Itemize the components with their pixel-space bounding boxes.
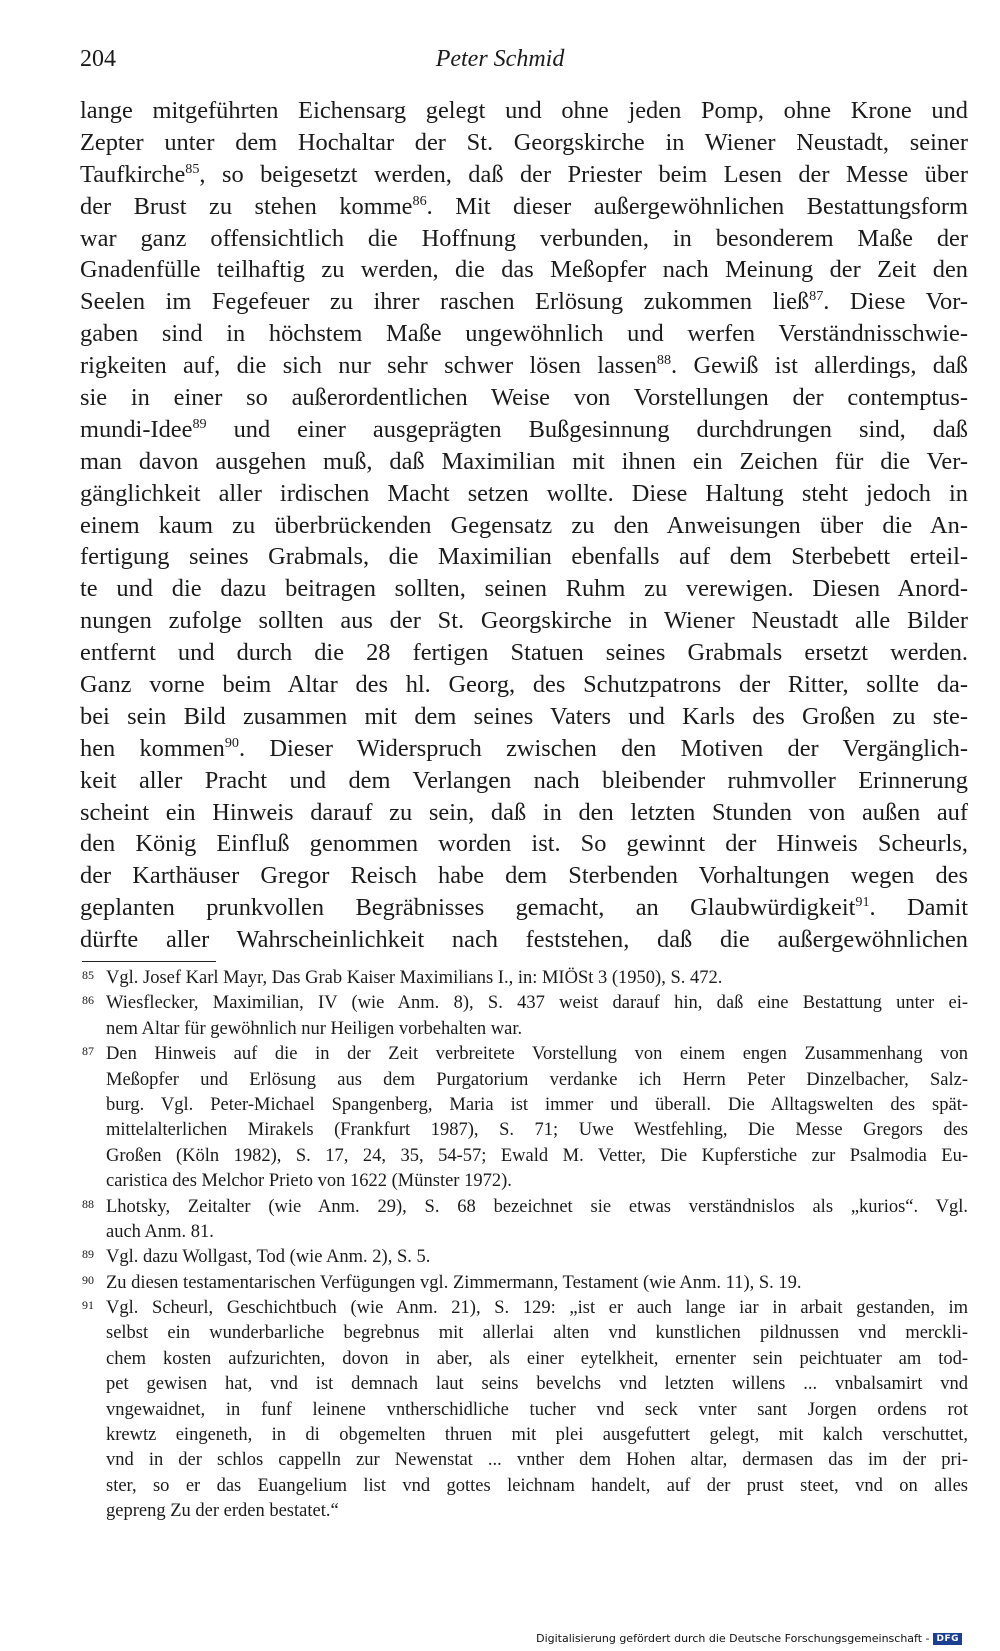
text-segment: . Damit bbox=[869, 894, 968, 922]
text-line bbox=[80, 223, 968, 255]
text-segment: scheint ein Hinweis darauf zu sein, daß in den letzten Stunden von außen auf bbox=[80, 798, 968, 826]
footnote-rule bbox=[82, 961, 216, 962]
text-segment: nungen zufolge sollten aus der St. Georgskirche in Wiener Neustadt alle Bilder bbox=[80, 607, 968, 635]
text-line bbox=[80, 478, 968, 510]
footnote-ref: 89 bbox=[192, 416, 207, 433]
text-segment: Zepter unter dem Hochaltar der St. Georgskirche in Wiener Neustadt, seiner bbox=[80, 128, 968, 156]
text-line bbox=[80, 95, 968, 127]
footnote bbox=[82, 1271, 968, 1296]
dfg-logo: DFG bbox=[933, 1633, 962, 1645]
footnote-line: Wiesflecker, Maximilian, IV (wie Anm. 8), S. 437 weist darauf hin, daß eine Bestattung unter ei- bbox=[106, 993, 968, 1014]
text-line bbox=[80, 510, 968, 542]
text-segment: te und die dazu beitragen sollten, seinen Ruhm zu verewigen. Diesen Anord- bbox=[80, 575, 968, 603]
text-line bbox=[80, 860, 968, 892]
footnote-line: vngewaidnet, in funf leinene vntherschidliche tucher vnd seck vnter sant Jorgen ordens rot bbox=[106, 1399, 968, 1420]
footnote bbox=[82, 1296, 968, 1525]
text-segment: Seelen im Fegefeuer zu ihrer raschen Erlösung zukommen ließ bbox=[80, 288, 810, 316]
text-segment: , so beigesetzt werden, daß der Priester beim Lesen der Messe über bbox=[199, 160, 968, 188]
footnote-line: pet gewisen hat, vnd ist demnach laut seins bevelchs vnd letzten willens ... vnbalsamirt vnd bbox=[106, 1374, 968, 1395]
text-line bbox=[80, 318, 968, 350]
footnote-line: chem kosten aufzurichten, dovon in aber, als einer eytelkheit, ernenter sein peichtuater am tod- bbox=[106, 1348, 968, 1369]
footnote-line: Den Hinweis auf die in der Zeit verbreitete Vorstellung von einem engen Zusammenhang von bbox=[106, 1044, 968, 1065]
text-line bbox=[80, 892, 968, 924]
footnote-line: mittelalterlichen Mirakels (Frankfurt 1987), S. 71; Uwe Westfehling, Die Messe Gregors des bbox=[106, 1120, 968, 1141]
text-segment: dürfte aller Wahrscheinlichkeit nach feststehen, daß die außergewöhnlichen bbox=[80, 926, 968, 954]
text-segment: gaben sind in höchstem Maße ungewöhnlich und werfen Verständnisschwie- bbox=[80, 320, 968, 348]
text-segment: entfernt und durch die 28 fertigen Statuen seines Grabmals ersetzt werden. bbox=[80, 639, 968, 667]
text-segment: sie in einer so außerordentlichen Weise von Vorstellungen der contemptus- bbox=[80, 384, 968, 412]
text-segment: bei sein Bild zusammen mit dem seines Vaters und Karls des Großen zu ste- bbox=[80, 702, 968, 730]
text-line bbox=[80, 382, 968, 414]
footnote-ref: 86 bbox=[412, 192, 427, 209]
footnote-ref: 85 bbox=[185, 161, 200, 178]
text-line bbox=[80, 605, 968, 637]
footnote-number: 86 bbox=[82, 993, 94, 1008]
text-segment: den König Einfluß genommen worden ist. So gewinnt der Hinweis Scheurls, bbox=[80, 830, 968, 858]
footnote-line: Lhotsky, Zeitalter (wie Anm. 29), S. 68 bezeichnet sie etwas verständnislos als „kurios“. Vgl. bbox=[106, 1196, 968, 1217]
footnote bbox=[82, 1042, 968, 1194]
text-line bbox=[80, 350, 968, 382]
footnote-number: 91 bbox=[82, 1298, 94, 1313]
footnote bbox=[82, 991, 968, 1042]
footnote-ref: 90 bbox=[224, 735, 239, 752]
text-segment: fertigung seines Grabmals, die Maximilian ebenfalls auf dem Sterbebett erteil- bbox=[80, 543, 968, 571]
text-segment: der Brust zu stehen komme bbox=[80, 192, 413, 220]
text-line bbox=[80, 446, 968, 478]
footnote-number: 90 bbox=[82, 1272, 94, 1287]
text-line bbox=[80, 541, 968, 573]
running-head: Peter Schmid bbox=[435, 46, 565, 72]
text-segment: . Diese Vor- bbox=[823, 288, 968, 316]
text-segment: gänglichkeit aller irdischen Macht setzen wollte. Diese Haltung steht jedoch in bbox=[80, 479, 968, 507]
text-segment: und einer ausgeprägten Bußgesinnung durchdrungen sind, daß bbox=[206, 415, 968, 443]
footnote-line: caristica des Melchor Prieto von 1622 (Münster 1972). bbox=[106, 1171, 512, 1192]
text-line bbox=[80, 191, 968, 223]
footnote-ref: 88 bbox=[656, 352, 672, 369]
footer-credit-text: Digitalisierung gefördert durch die Deutsche Forschungsgemeinschaft - bbox=[536, 1632, 930, 1645]
text-segment: Taufkirche bbox=[80, 160, 186, 188]
text-segment: hen kommen bbox=[80, 734, 225, 762]
text-line bbox=[80, 701, 968, 733]
footnote-number: 85 bbox=[82, 968, 94, 982]
text-segment: Ganz vorne beim Altar des hl. Georg, des Schutzpatrons der Ritter, sollte da- bbox=[80, 671, 968, 699]
text-segment: Gnadenfülle teilhaftig zu werden, die das Meßopfer nach Meinung der Zeit den bbox=[80, 256, 968, 284]
text-line bbox=[80, 286, 968, 318]
text-line bbox=[80, 765, 968, 797]
footnote-line: ster, so er das Euangelium list vnd gottes leichnam handelt, auf der prust steet, vnd on alles bbox=[106, 1475, 968, 1496]
footnote-line: Großen (Köln 1982), S. 17, 24, 35, 54-57; Ewald M. Vetter, Die Kupferstiche zur Psalmodia Eu- bbox=[106, 1145, 968, 1166]
footnote-line: auch Anm. 81. bbox=[106, 1221, 214, 1242]
text-segment: der Karthäuser Gregor Reisch habe dem Sterbenden Vorhaltungen wegen des bbox=[80, 862, 968, 890]
text-segment: mundi-Idee bbox=[80, 415, 193, 443]
text-line bbox=[80, 637, 968, 669]
text-line bbox=[80, 828, 968, 860]
text-segment: . Dieser Widerspruch zwischen den Motiven der Vergänglich- bbox=[238, 734, 968, 762]
text-line bbox=[80, 573, 968, 605]
text-segment: keit aller Pracht und dem Verlangen nach bleibender ruhmvoller Erinnerung bbox=[80, 766, 968, 794]
footnote-number: 89 bbox=[82, 1247, 94, 1262]
footnote-line: Vgl. Scheurl, Geschichtbuch (wie Anm. 21), S. 129: „ist er auch lange iar in arbait gestanden, im bbox=[106, 1298, 968, 1319]
footnote-line: vnd in der schlos cappelln zur Newenstat ... vnther dem Hohen altar, dermasen das im der pri- bbox=[106, 1450, 968, 1471]
text-segment: geplanten prunkvollen Begräbnisses gemacht, an Glaubwürdigkeit bbox=[80, 894, 856, 922]
text-segment: . Gewiß ist allerdings, daß bbox=[671, 352, 968, 380]
footer-credit bbox=[536, 1632, 962, 1645]
footnote-number: 88 bbox=[82, 1196, 94, 1211]
footnote-line: Zu diesen testamentarischen Verfügungen vgl. Zimmermann, Testament (wie Anm. 11), S. 19. bbox=[106, 1272, 802, 1293]
footnotes bbox=[82, 966, 968, 1525]
text-line bbox=[80, 924, 968, 956]
text-segment: lange mitgeführten Eichensarg gelegt und ohne jeden Pomp, ohne Krone und bbox=[80, 97, 968, 124]
footnote-line: Vgl. dazu Wollgast, Tod (wie Anm. 2), S. 5. bbox=[106, 1247, 431, 1268]
text-line bbox=[80, 254, 968, 286]
footnote-ref: 91 bbox=[855, 894, 870, 911]
text-segment: man davon ausgehen muß, daß Maximilian mit ihnen ein Zeichen für die Ver- bbox=[80, 447, 968, 475]
footnote-ref: 87 bbox=[809, 288, 824, 305]
text-line bbox=[80, 797, 968, 829]
footnote-line: Vgl. Josef Karl Mayr, Das Grab Kaiser Maximilians I., in: MIÖSt 3 (1950), S. 472. bbox=[106, 968, 723, 988]
text-line bbox=[80, 414, 968, 446]
footnote-line: krewtz eingeneth, in di obgemelten thruen mit plei ausgefuttert gelegt, mit kalch verschuttet, bbox=[106, 1425, 968, 1446]
footnote bbox=[82, 966, 968, 991]
footnote bbox=[82, 1195, 968, 1246]
text-line bbox=[80, 159, 968, 191]
footnote-line: Meßopfer und Erlösung aus dem Purgatorium verdanke ich Herrn Peter Dinzelbacher, Salz- bbox=[106, 1069, 968, 1090]
footnote-number: 87 bbox=[82, 1044, 94, 1059]
text-segment: . Mit dieser außergewöhnlichen Bestattungsform bbox=[426, 192, 968, 220]
footnote bbox=[82, 1245, 968, 1270]
text-line bbox=[80, 127, 968, 159]
footnote-line: burg. Vgl. Peter-Michael Spangenberg, Maria ist immer und überall. Die Alltagswelten des spät- bbox=[106, 1094, 968, 1115]
footnote-line: selbst ein wunderbarliche begrebnus mit allerlai alten vnd kunstlichen pildnussen vnd merckli- bbox=[106, 1323, 968, 1344]
footnote-line: nem Altar für gewöhnlich nur Heiligen vorbehalten war. bbox=[106, 1018, 523, 1039]
text-line bbox=[80, 669, 968, 701]
text-segment: rigkeiten auf, die sich nur sehr schwer lösen lassen bbox=[80, 352, 657, 380]
main-text bbox=[80, 95, 968, 956]
text-segment: einem kaum zu überbrückenden Gegensatz zu den Anweisungen über die An- bbox=[80, 511, 968, 539]
text-line bbox=[80, 733, 968, 765]
footnote-line: gepreng Zu der erden bestatet.“ bbox=[106, 1501, 339, 1522]
text-segment: war ganz offensichtlich die Hoffnung verbunden, in besonderem Maße der bbox=[80, 224, 968, 252]
page-number: 204 bbox=[80, 46, 116, 72]
